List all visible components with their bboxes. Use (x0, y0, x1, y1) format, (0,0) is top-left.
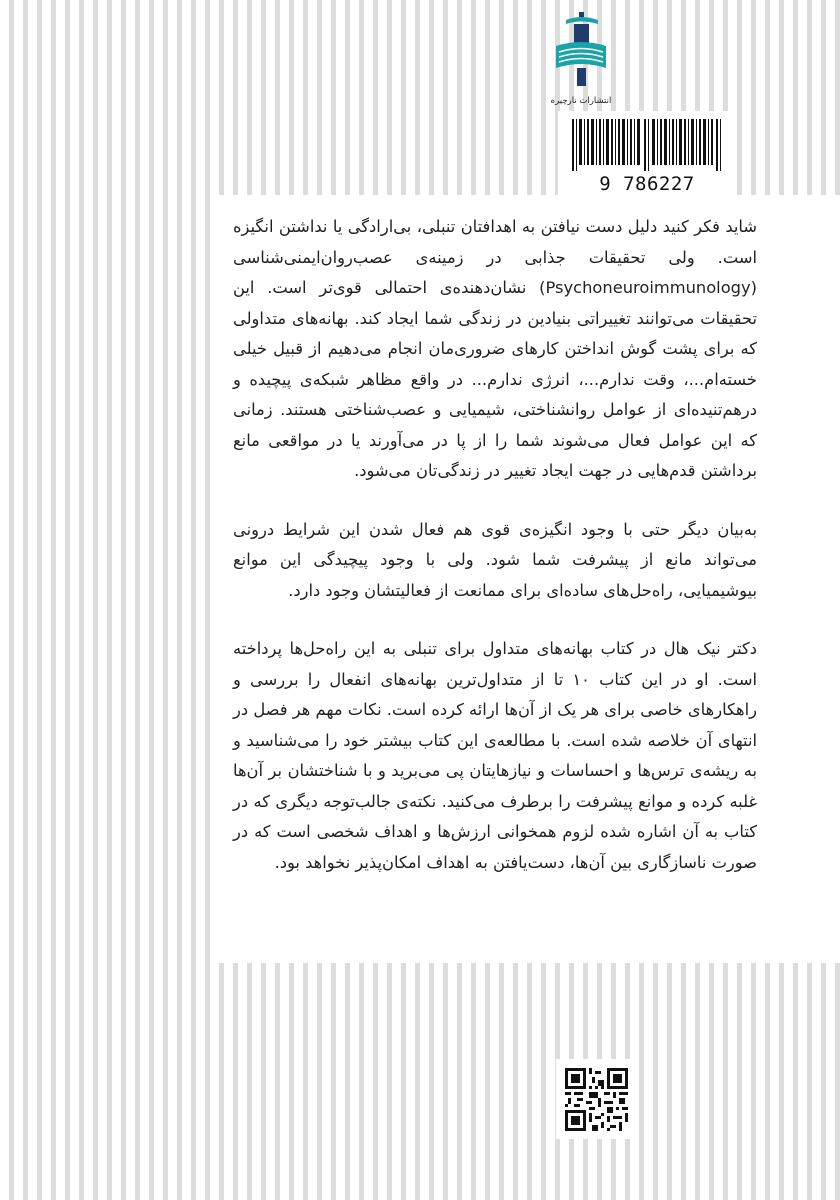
back-cover-blurb (233, 212, 757, 906)
blurb-paragraph: دکتر نیک هال در کتاب بهانه‌های متداول برای تنبلی به این راه‌حل‌ها پرداخته است. او در این کتاب ۱۰ تا از متداول‌ترین بهانه‌های انفعال را بررسی و راهکارهای خاصی برای هر یک از آن‌ها ارائه کرده است. نکات مهم هر فصل در انتهای آن خلاصه شده است. با مطالعه‌ی این کتاب بیشتر خود را می‌شناسید و به ریشه‌ی ترس‌ها و احساسات و نیازهایتان پی می‌برید و با شناختشان بر آن‌ها غلبه کرده و موانع پیشرفت را برطرف می‌کنید. نکته‌ی جالب‌توجه دیگری که در کتاب به آن اشاره شده لزوم همخوانی ارزش‌ها و اهداف شخصی است که در صورت ناسازگاری بین آن‌ها، دست‌یافتن به اهداف امکان‌پذیر نخواهد بود. (233, 639, 758, 872)
qr-code-panel (556, 1059, 637, 1139)
barcode-icon (572, 119, 722, 171)
isbn-barcode-panel (558, 111, 736, 199)
isbn-number: 9 786227 (599, 173, 695, 195)
book-pillar-logo-icon (546, 10, 616, 96)
blurb-paragraph: به‌بیان دیگر حتی با وجود انگیزه‌ی قوی هم فعال شدن این شرایط درونی می‌تواند مانع از پیشرفت شما شود. ولی با وجود پیچیدگی این موانع بیوشیمیایی، راه‌حل‌های ساده‌ای برای ممانعت از فعالیتشان وجود دارد. (233, 519, 757, 600)
blurb-paragraph: شاید فکر کنید دلیل دست نیافتن به اهدافتان تنبلی، بی‌ارادگی یا نداشتن انگیزه است. ولی تحقیقات جذابی در زمینه‌ی عصب‌روان‌ایمنی‌شناسی (Psychoneuroimmunology) نشان‌دهنده‌ی احتمالی قوی‌تر است. این تحقیقات می‌توانند تغییراتی بنیادین در زندگی شما ایجاد کند. بهانه‌های متداولی که برای پشت گوش انداختن کارهای ضروری‌مان انجام می‌دهیم از قبیل خیلی خسته‌ام...، وقت ندارم...، انرژی ندارم... در واقع مظاهر شبکه‌ی پیچیده‌ و درهم‌تنیده‌ای از عوامل روانشناختی، شیمیایی و عصب‌شناختی هستند. زمانی که این عوامل فعال می‌شوند شما را از پا در می‌آورند یا در مواقعی مانع برداشتن قدم‌هایی در جهت ایجاد تغییر در زندگی‌تان می‌شود. (233, 217, 757, 480)
qr-code-icon (565, 1068, 628, 1131)
publisher-logo (546, 10, 616, 115)
publisher-name: انتشارات نارچیره (550, 96, 612, 106)
